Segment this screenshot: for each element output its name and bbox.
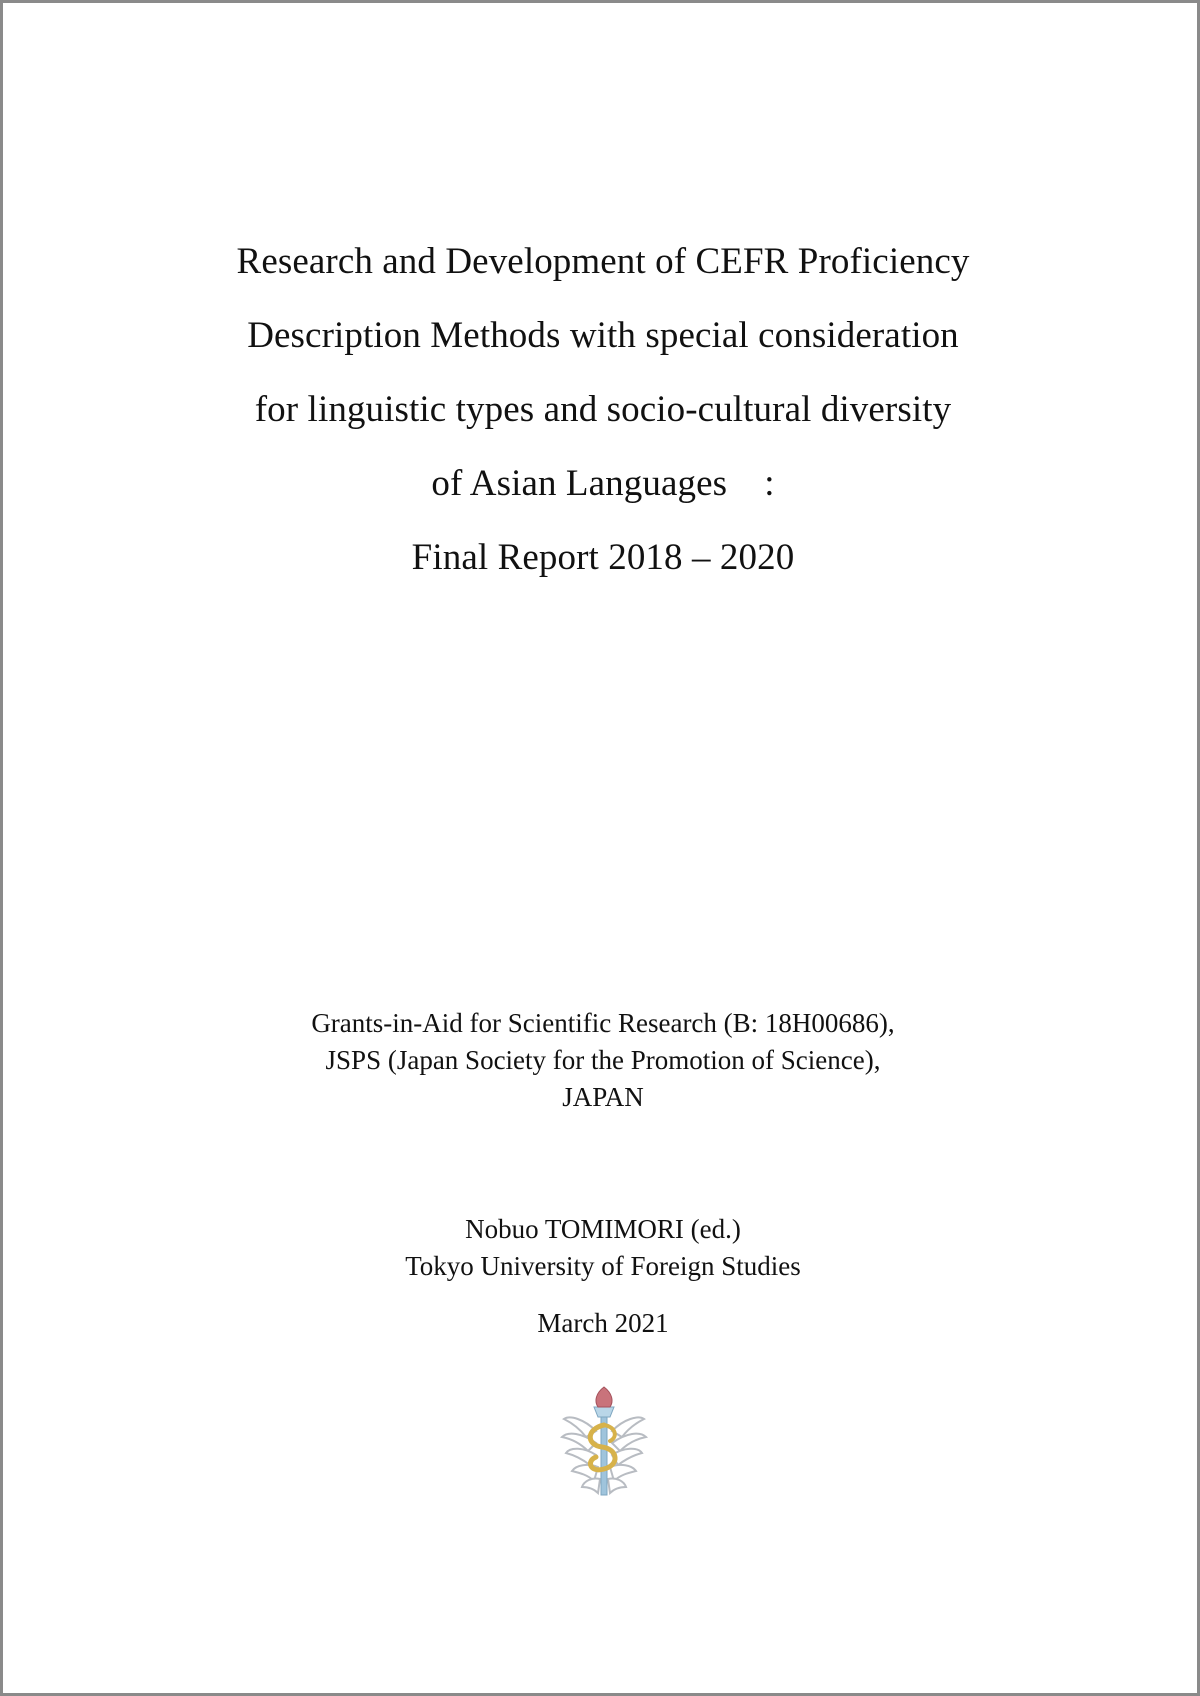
funding-info (3, 1005, 1200, 1116)
title-line-4: of Asian Languages : (431, 463, 775, 504)
publication-date: March 2021 (537, 1308, 669, 1338)
university-emblem-icon (556, 1385, 652, 1505)
funding-line-1: Grants-in-Aid for Scientific Research (B: 18H00686), (311, 1008, 895, 1038)
report-title (3, 225, 1200, 595)
title-line-3: for linguistic types and socio-cultural diversity (254, 389, 952, 430)
title-line-2: Description Methods with special consideration (247, 315, 959, 356)
title-line-1: Research and Development of CEFR Proficiency (236, 241, 970, 282)
institution-name: Tokyo University of Foreign Studies (405, 1251, 801, 1281)
editor-name: Nobuo TOMIMORI (ed.) (465, 1214, 741, 1244)
title-line-5: Final Report 2018 – 2020 (411, 537, 795, 578)
funding-line-3: JAPAN (562, 1082, 644, 1112)
funding-line-2: JSPS (Japan Society for the Promotion of Science), (325, 1045, 881, 1075)
editor-info (3, 1211, 1200, 1285)
